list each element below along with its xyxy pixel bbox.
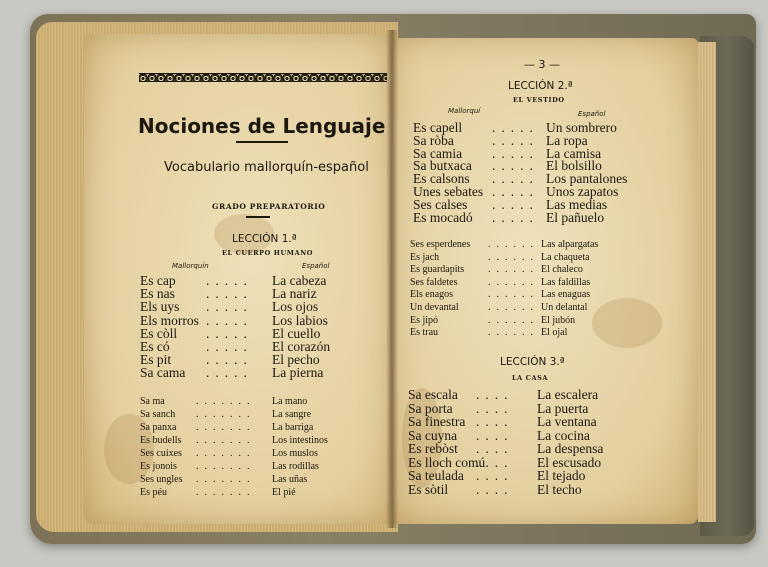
vocab-term-mallorquin: Es trau [410,327,439,339]
page-stain [592,298,662,348]
vocab-term-espanol: El pié [272,487,296,498]
subtitle: Vocabulario mallorquín-español [164,160,369,175]
book-gutter [386,30,398,528]
vocab-term-mallorquin: Es jonois [140,461,177,472]
vocab-term-espanol: Un sombrero [546,120,617,135]
dot-leader: ....... [196,474,256,485]
dot-leader: ....... [196,396,256,407]
vocab-term-mallorquin: Sa escala [408,387,458,402]
vocab-term-espanol: La despensa [537,441,604,456]
vocab-term-mallorquin: Sa porta [408,400,453,416]
vocab-term-espanol: La cabeza [272,273,327,288]
vocab-term-espanol: El tejado [537,468,586,483]
grade-rule [246,216,270,218]
vocab-term-espanol: El pañuelo [546,209,605,225]
topic3-heading: LA CASA [512,374,549,382]
vocab-term-mallorquin: Es calsons [413,171,470,187]
vocab-term-espanol: La sangre [272,409,312,420]
vocab-term-espanol: Las enaguas [541,289,591,301]
dot-leader: ....... [196,461,256,472]
vocab-term-mallorquin: Es capell [413,120,463,135]
title-rule [236,141,288,143]
vocab-term-espanol: La nariz [272,286,317,302]
vocab-term-mallorquin: Es rebòst [408,441,458,456]
vocab-term-mallorquin: Es budells [140,435,182,446]
dot-leader: ...... [488,314,539,326]
column-label-mallorqui: Mallorquí [448,107,481,115]
dot-leader: ..... [206,352,253,368]
vocab-term-espanol: Las alpargatas [541,239,599,250]
dot-leader: ..... [206,339,253,354]
vocab-term-espanol: Los muslos [272,448,318,459]
vocab-term-mallorquin: Es lloch comú [408,454,486,470]
dot-leader: ...... [488,276,539,288]
ornamental-border [139,73,387,82]
vocab-term-espanol: Los pantalones [546,171,628,187]
dot-leader: ..... [492,120,539,135]
vocab-term-espanol: El corazón [272,339,331,354]
vocab-term-mallorquin: Sa camia [413,145,463,161]
dot-leader: ....... [196,487,256,498]
vocab-term-mallorquin: Ses faldetes [410,276,458,288]
vocab-term-mallorquin: Ses ungles [140,474,183,485]
vocab-term-mallorquin: Es cap [140,273,176,288]
vocab-term-espanol: La ventana [537,414,597,429]
dot-leader: ..... [206,299,253,315]
dot-leader: .... [476,454,514,470]
dot-leader: ..... [206,273,253,288]
vocab-term-mallorquin: Es jipó [410,314,439,326]
vocab-term-mallorquin: Sa panxa [140,422,177,433]
vocab-term-espanol: La camisa [546,145,602,161]
vocab-term-mallorquin: Es mocadó [413,209,473,225]
vocab-term-espanol: El cuello [272,325,321,341]
vocab-term-espanol: La barriga [272,422,314,433]
page-title: Nociones de Lenguaje [138,114,386,138]
vocab-term-mallorquin: Un devantal [410,302,459,313]
column-label-espanol-2: Español [578,110,606,118]
dot-leader: ..... [492,145,539,161]
vocab-term-espanol: La chaqueta [541,251,590,263]
vocab-term-mallorquin: Es sòtil [408,481,449,497]
dot-leader: .... [476,400,514,416]
dot-leader: ..... [492,132,539,148]
dot-leader: ..... [492,196,539,212]
dot-leader: ....... [196,435,256,446]
vocab-term-mallorquin: Es guardapits [410,264,465,276]
vocab-term-mallorquin: Ses cuixes [140,448,182,459]
dot-leader: ...... [488,327,539,339]
dot-leader: ..... [492,184,539,199]
vocab-term-mallorquin: Ses calses [413,196,468,212]
vocab-term-espanol: El bolsillo [546,158,602,174]
vocab-term-mallorquin: Sa sanch [140,409,176,420]
dot-leader: ...... [488,264,539,276]
dot-leader: ....... [196,409,256,420]
page-edges-right [698,42,716,522]
dot-leader: ..... [492,158,539,174]
page-number: — 3 — [524,58,560,71]
vocab-term-mallorquin: Els uys [140,299,180,315]
dot-leader: ...... [488,251,539,263]
dot-leader: .... [476,481,514,497]
dot-leader: ..... [492,209,539,225]
column-label-mallorquin: Mallorquín [172,262,209,270]
vocab-term-espanol: Los ojos [272,299,319,315]
vocab-term-mallorquin: Es nas [140,286,175,302]
vocab-term-mallorquin: Es jach [410,251,440,263]
vocab-term-espanol: El ojal [541,327,568,339]
vocab-term-mallorquin: Sa cama [140,365,186,381]
grade-heading: GRADO PREPARATORIO [212,202,326,211]
vocab-term-mallorquin: Unes sebates [413,184,484,199]
vocab-term-mallorquin: Sa ma [140,396,165,407]
vocab-term-espanol: El jubón [541,314,576,326]
dot-leader: ...... [488,302,539,313]
vocab-term-mallorquin: Sa teulada [408,468,464,483]
vocab-term-mallorquin: Ses esperdenes [410,239,471,250]
vocab-term-espanol: La mano [272,396,308,407]
vocab-term-mallorquin: Els morros [140,312,199,328]
vocab-term-mallorquin: Es có [140,339,170,354]
vocab-term-espanol: El pecho [272,352,320,368]
vocab-term-mallorquin: Es péu [140,487,167,498]
lesson3-heading: LECCIÓN 3.ª [500,356,565,368]
dot-leader: ..... [492,171,539,187]
vocab-term-espanol: Las faldillas [541,276,591,288]
vocab-term-espanol: El chaleco [541,264,583,276]
vocab-term-espanol: La puerta [537,400,589,416]
vocab-term-mallorquin: Sa butxaca [413,158,472,174]
dot-leader: ..... [206,286,253,302]
vocab-term-mallorquin: Sa cuyna [408,427,458,443]
vocab-term-espanol: Las rodillas [272,461,319,472]
lesson2-heading: LECCIÓN 2.ª [508,80,573,92]
vocab-term-espanol: Un delantal [541,302,588,313]
vocab-term-mallorquin: Es pit [140,352,172,368]
dot-leader: ..... [206,325,253,341]
vocab-term-espanol: La ropa [546,132,588,148]
vocab-term-mallorquin: Els enagos [410,289,454,301]
lesson-heading: LECCIÓN 1.ª [232,233,297,245]
vocab-term-espanol: La escalera [537,387,599,402]
dot-leader: .... [476,427,514,443]
dot-leader: ....... [196,448,256,459]
vocab-term-mallorquin: Sa ròba [413,132,454,148]
dot-leader: .... [476,414,514,429]
vocab-term-espanol: El escusado [537,454,602,470]
vocab-term-espanol: La pierna [272,365,324,381]
vocab-term-espanol: Las medias [546,196,608,212]
dot-leader: .... [476,468,514,483]
dot-leader: ...... [488,289,539,301]
topic-heading: EL CUERPO HUMANO [222,249,314,257]
vocab-term-espanol: Unos zapatos [546,184,619,199]
vocab-term-espanol: Los intestinos [272,435,328,446]
vocab-term-mallorquin: Es còll [140,325,178,341]
vocab-term-espanol: La cocina [537,427,590,443]
vocab-term-espanol: Los labios [272,312,328,328]
dot-leader: .... [476,387,514,402]
column-label-espanol: Español [302,262,330,270]
topic2-heading: EL VESTIDO [513,96,565,104]
vocab-term-mallorquin: Sa finestra [408,414,466,429]
dot-leader: ...... [488,239,539,250]
dot-leader: ....... [196,422,256,433]
vocab-term-espanol: Las uñas [272,474,308,485]
dot-leader: .... [476,441,514,456]
vocab-term-espanol: El techo [537,481,582,497]
dot-leader: ..... [206,365,253,381]
dot-leader: ..... [206,312,253,328]
